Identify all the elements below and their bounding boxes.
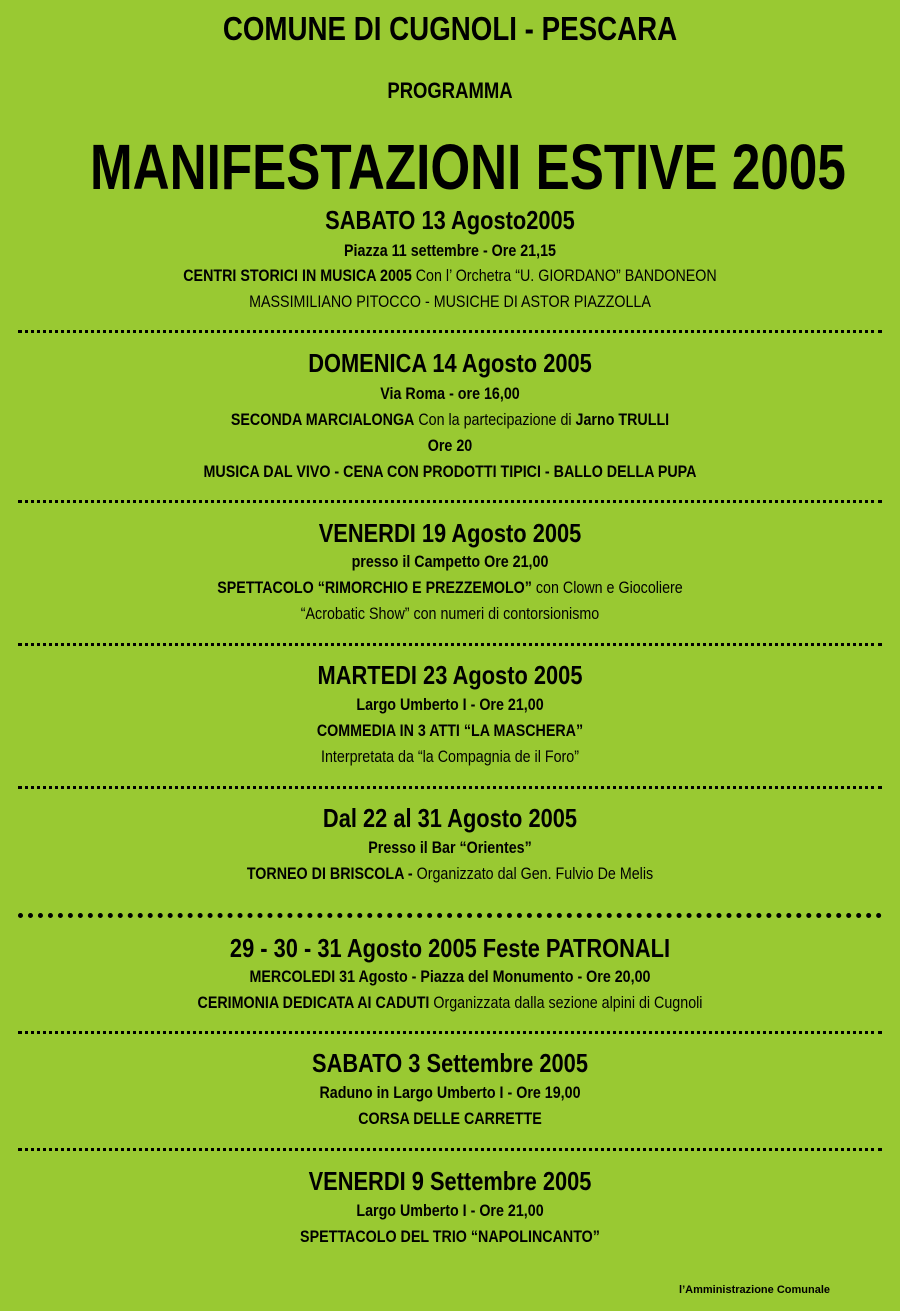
- event-1-detail: Con l’ Orchetra “U. GIORDANO” BANDONEON: [411, 266, 717, 285]
- separator: [18, 1148, 882, 1151]
- event-6-activity: CERIMONIA DEDICATA AI CADUTI: [197, 993, 430, 1012]
- header-subtitle: PROGRAMMA: [387, 78, 513, 103]
- event-6-title: 29 - 30 - 31 Agosto 2005 Feste PATRONALI: [229, 933, 671, 963]
- event-2-description: [72, 410, 828, 430]
- event-3-place: presso il Campetto Ore 21,00: [351, 552, 549, 571]
- event-4-title: MARTEDI 23 Agosto 2005: [317, 660, 583, 690]
- separator: [18, 643, 882, 646]
- event-3-activity: SPETTACOLO “RIMORCHIO E PREZZEMOLO”: [217, 578, 532, 597]
- footer-signature: l’Amministrazione Comunale: [679, 1284, 830, 1296]
- event-8-activity: SPETTACOLO DEL TRIO “NAPOLINCANTO”: [300, 1227, 600, 1246]
- separator: [18, 330, 882, 333]
- event-2-place: Via Roma - ore 16,00: [380, 384, 520, 403]
- event-5-description: [72, 864, 828, 884]
- event-1-title: SABATO 13 Agosto2005: [325, 205, 575, 235]
- separator: [18, 913, 882, 918]
- event-1-activity: CENTRI STORICI IN MUSICA 2005: [183, 266, 412, 285]
- event-2-extra: MUSICA DAL VIVO - CENA CON PRODOTTI TIPICI - BALLO DELLA PUPA: [203, 462, 697, 481]
- event-8-place: Largo Umberto I - Ore 21,00: [356, 1201, 544, 1220]
- separator: [18, 786, 882, 789]
- event-2-guest: Jarno TRULLI: [575, 410, 670, 429]
- event-2-detail: Con la partecipazione di: [414, 410, 576, 429]
- event-3-extra: “Acrobatic Show” con numeri di contorsionismo: [300, 604, 600, 623]
- event-5-detail: Organizzato dal Gen. Fulvio De Melis: [412, 864, 654, 883]
- event-4-place: Largo Umberto I - Ore 21,00: [356, 695, 544, 714]
- separator: [18, 500, 882, 503]
- event-3-description: [72, 578, 828, 598]
- event-1-extra: MASSIMILIANO PITOCCO - MUSICHE DI ASTOR PIAZZOLLA: [249, 292, 651, 311]
- event-2-title: DOMENICA 14 Agosto 2005: [308, 348, 592, 378]
- main-title: MANIFESTAZIONI ESTIVE 2005: [90, 131, 846, 203]
- event-5-title: Dal 22 al 31 Agosto 2005: [322, 803, 578, 833]
- event-7-title: SABATO 3 Settembre 2005: [312, 1048, 588, 1078]
- event-6-detail: Organizzata dalla sezione alpini di Cugnoli: [429, 993, 703, 1012]
- header-title: COMUNE DI CUGNOLI - PESCARA: [222, 10, 678, 47]
- event-3-title: VENERDI 19 Agosto 2005: [318, 518, 582, 548]
- event-4-extra: Interpretata da “la Compagnia de il Foro”: [321, 747, 579, 766]
- event-6-place: MERCOLEDI 31 Agosto - Piazza del Monumento - Ore 20,00: [249, 967, 651, 986]
- event-2-activity: SECONDA MARCIALONGA: [230, 410, 415, 429]
- event-7-activity: CORSA DELLE CARRETTE: [358, 1109, 542, 1128]
- event-5-activity: TORNEO DI BRISCOLA -: [246, 864, 413, 883]
- event-6-description: [72, 993, 828, 1013]
- separator: [18, 1031, 882, 1034]
- event-1-description: [72, 266, 828, 286]
- event-5-place: Presso il Bar “Orientes”: [368, 838, 532, 857]
- event-8-title: VENERDI 9 Settembre 2005: [308, 1166, 592, 1196]
- event-1-place: Piazza 11 settembre - Ore 21,15: [344, 241, 556, 260]
- event-7-place: Raduno in Largo Umberto I - Ore 19,00: [319, 1083, 581, 1102]
- event-2-time2: Ore 20: [427, 436, 473, 455]
- event-4-activity: COMMEDIA IN 3 ATTI “LA MASCHERA”: [316, 721, 584, 740]
- event-3-detail: con Clown e Giocoliere: [531, 578, 683, 597]
